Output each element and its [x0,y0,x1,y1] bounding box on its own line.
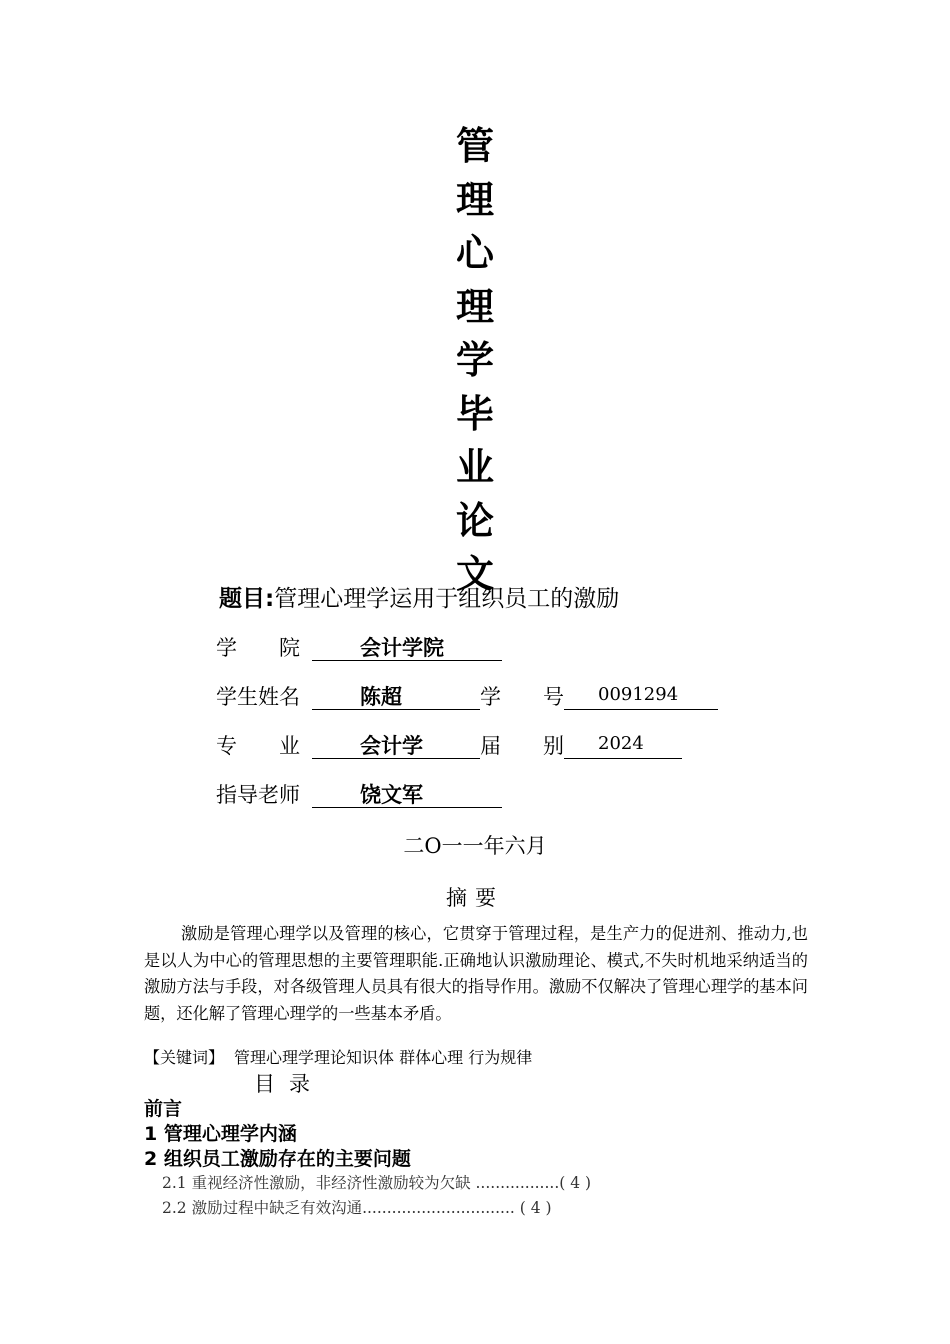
topic-value: 管理心理学运用于组织员工的激励 [274,586,620,612]
thesis-title-vertical [447,120,503,602]
title-char: 理 [455,177,494,222]
topic-label: 题目: [219,586,275,612]
major-label: 专 业 [216,734,300,758]
college-label: 学 院 [216,636,300,660]
title-char: 论 [455,498,494,543]
college-value: 会计学院 [360,636,444,660]
title-char: 学 [455,338,494,382]
year-underline [564,730,682,759]
toc-item: 1 管理心理学内涵 [144,1123,297,1145]
toc-item: 2 组织员工激励存在的主要问题 [144,1148,411,1170]
keywords-line [144,1045,532,1068]
keywords-label: 【关键词】 [144,1048,225,1067]
student-id-label: 学 号 [480,685,564,709]
college-underline [312,632,502,661]
abstract-title: 摘要 [446,886,504,910]
toc-title: 目录 [254,1072,324,1096]
cover-date: 二O一一年六月 [403,834,547,858]
toc-subitem: 2.2 激励过程中缺乏有效沟通............................... ( 4 ) [162,1199,552,1217]
title-char: 管 [455,124,494,168]
student-name-underline [312,681,480,710]
year-value: 2024 [598,733,644,754]
toc-subitem: 2.1 重视经济性激励，非经济性激励较为欠缺 .................( 4 ) [162,1174,592,1192]
title-char: 毕 [455,391,494,436]
abstract-body: 激励是管理心理学以及管理的核心，它贯穿于管理过程，是生产力的促进剂、推动力,也是以人为中心的管理思想的主要管理职能.正确地认识激励理论、模式,不失时机地采纳适当的激励方法与手段，对各级管理人员具有很大的指导作用。激励不仅解决了管理心理学的基本问题，还化解了管理心理学的一些基本矛盾。 [144,924,808,1023]
major-underline [312,730,480,759]
thesis-topic [219,580,619,613]
advisor-underline [312,779,502,808]
toc-item: 前言 [144,1098,183,1120]
major-value: 会计学 [360,734,423,758]
advisor-value: 饶文军 [360,783,423,807]
student-id-value: 0091294 [598,684,679,705]
title-char: 业 [455,445,494,489]
keywords-value: 管理心理学理论知识体 群体心理 行为规律 [234,1048,533,1067]
student-id-underline [564,681,718,710]
student-name-label: 学生姓名 [216,685,300,709]
title-char: 文 [455,552,494,596]
title-char: 心 [455,231,494,275]
year-label: 届 别 [480,734,564,758]
advisor-label: 指导老师 [216,783,300,807]
student-name-value: 陈超 [360,685,402,709]
title-char: 理 [455,284,494,329]
